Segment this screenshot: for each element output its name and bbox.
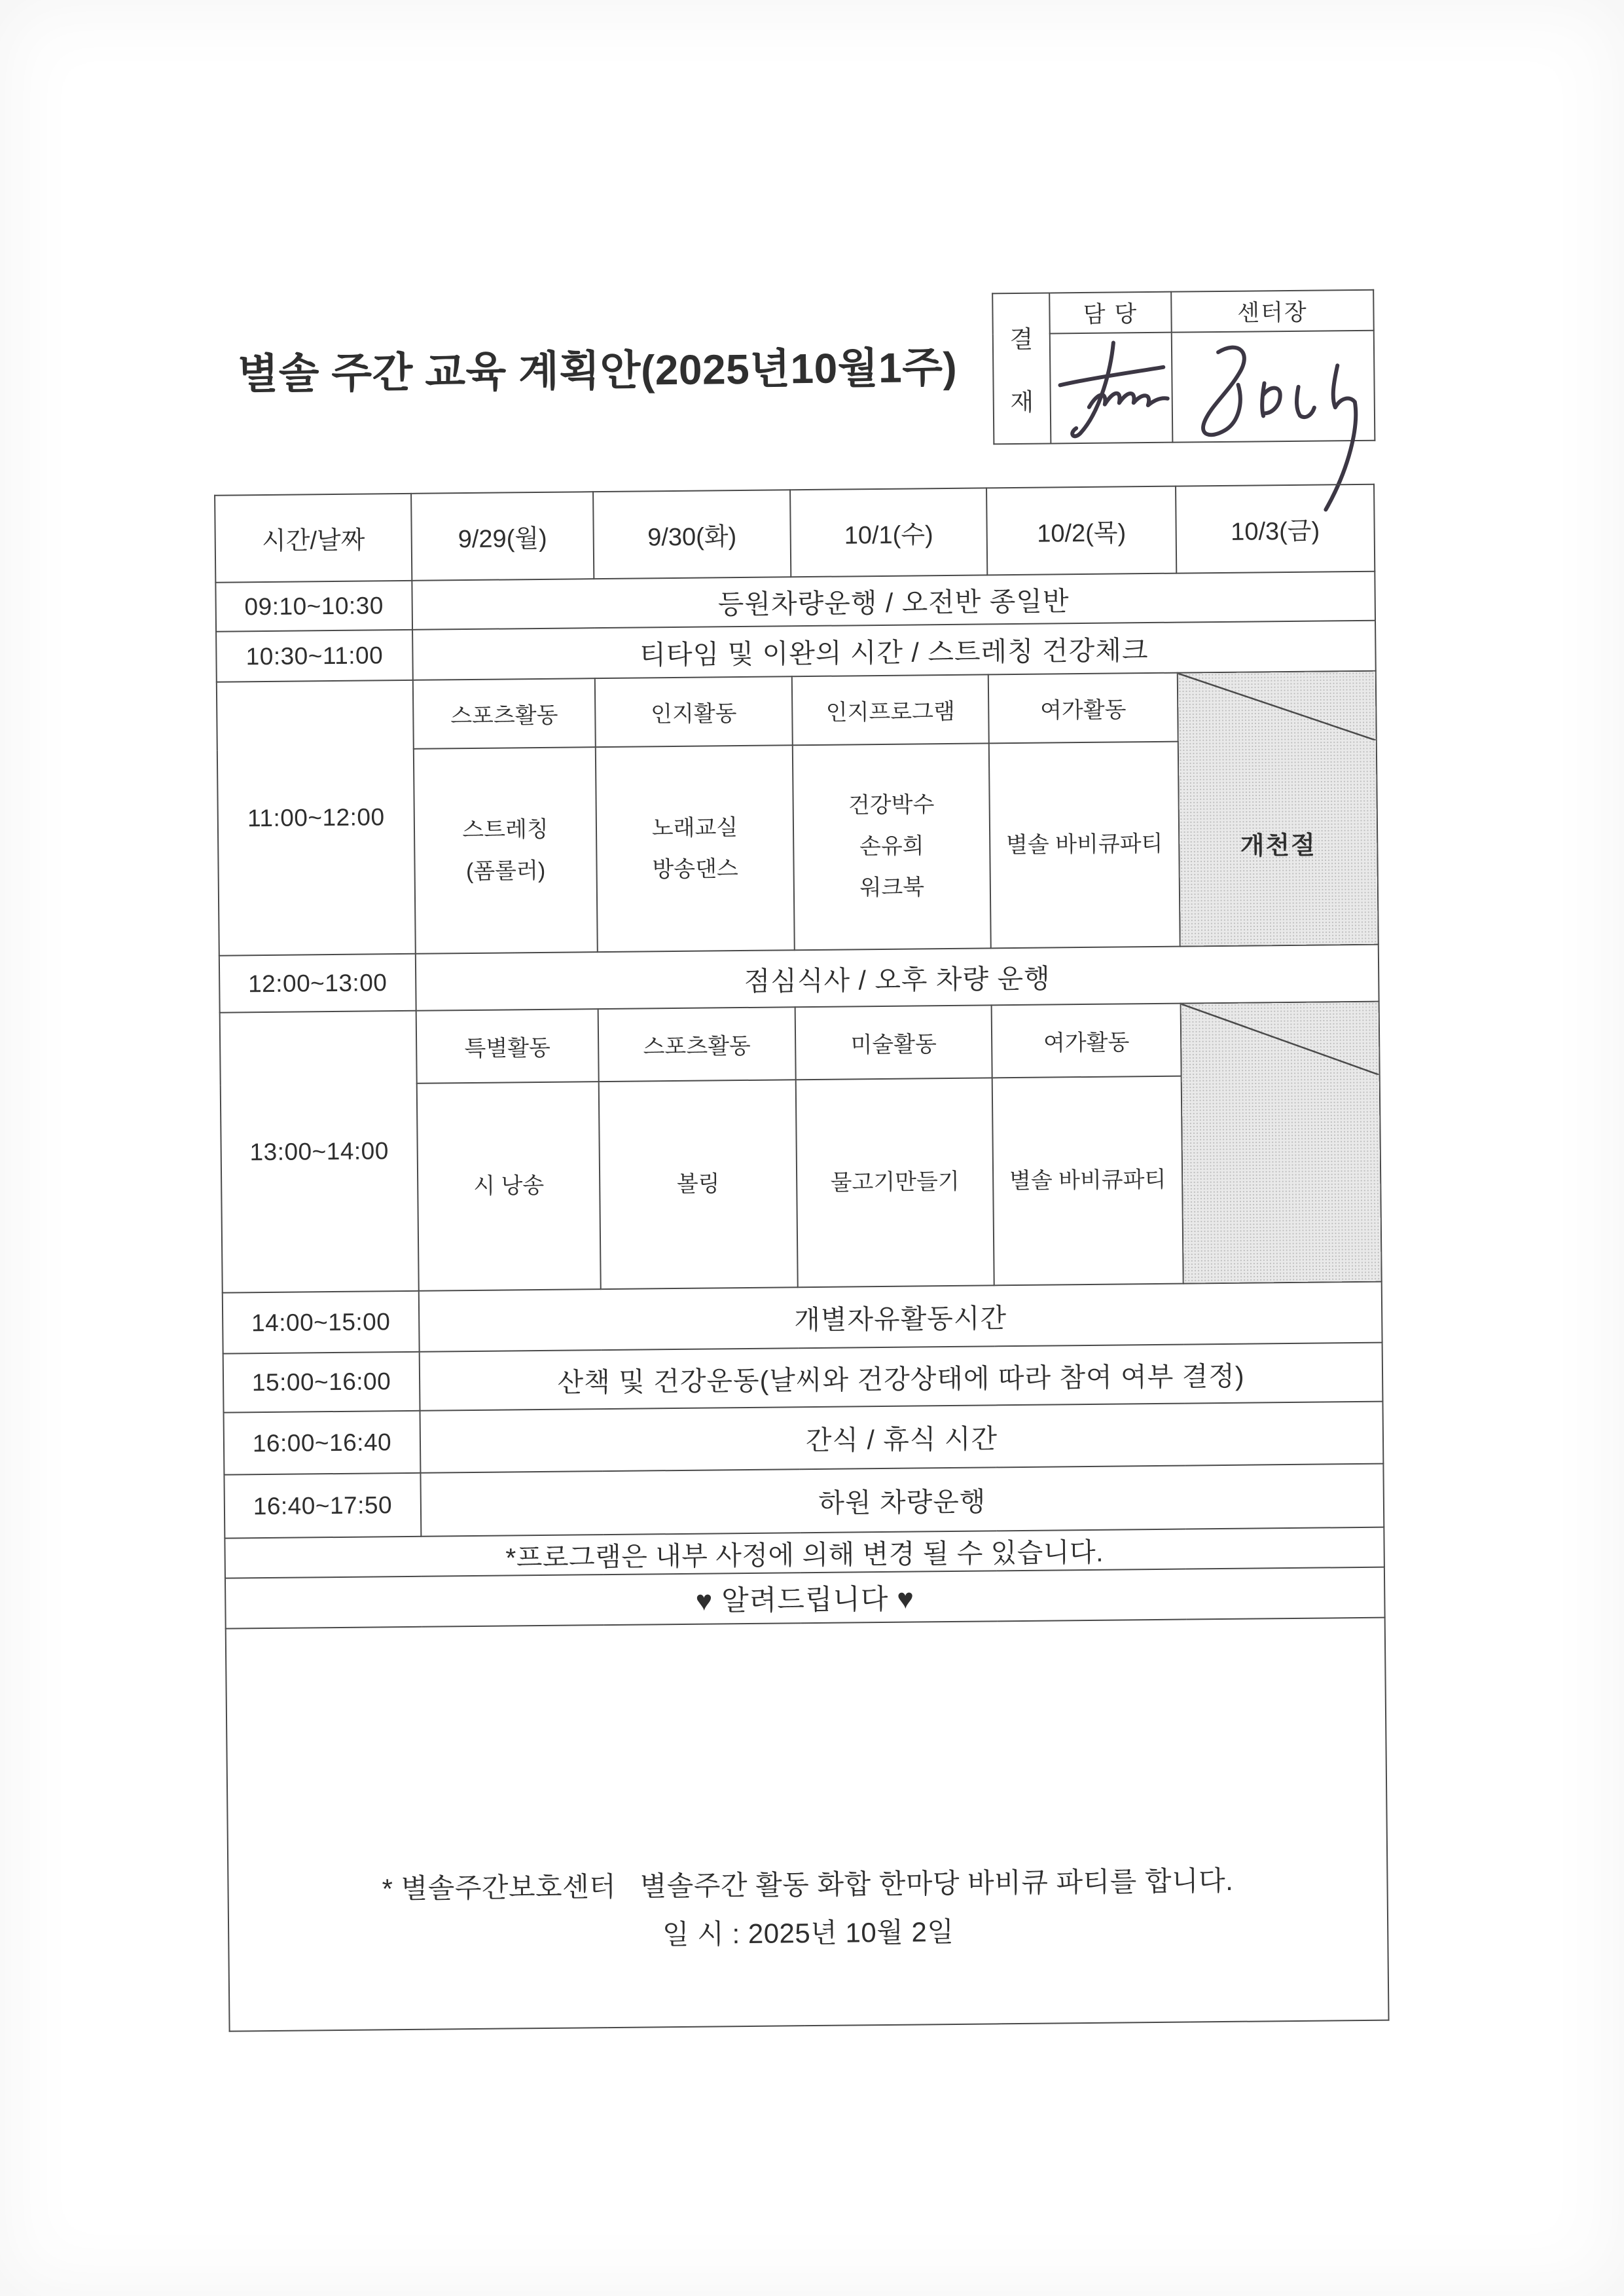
time-cell: 16:40~17:50 [224, 1473, 421, 1539]
activity-cell [417, 1082, 601, 1291]
notice-line: * 별솔주간보호센터 별솔주간 활동 화합 한마당 바비큐 파티를 합니다. [382, 1865, 1234, 1904]
category-cell: 여가활동 [988, 673, 1178, 744]
time-cell: 11:00~12:00 [217, 680, 416, 956]
span-activity-cell: 개별자유활동시간 [419, 1282, 1382, 1352]
holiday-cell [1181, 1002, 1382, 1284]
manager-signature-icon [1051, 333, 1176, 449]
span-activity-cell: 간식 / 휴식 시간 [420, 1402, 1384, 1473]
category-cell: 인지활동 [595, 676, 793, 747]
approval-manager-signature-cell [1050, 333, 1173, 444]
table-row [224, 1402, 1384, 1475]
header-day-wed: 10/1(수) [790, 488, 987, 577]
category-cell: 특별활동 [416, 1009, 599, 1084]
diagonal-strike-icon [1182, 1002, 1379, 1077]
activity-line: 방송댄스 [652, 856, 738, 882]
time-cell: 14:00~15:00 [223, 1291, 420, 1354]
activity-line: 볼링 [676, 1171, 720, 1197]
weekly-schedule-table [214, 484, 1389, 2032]
table-row [223, 1343, 1383, 1413]
time-cell: 09:10~10:30 [215, 581, 412, 632]
activity-line: 워크북 [859, 875, 925, 901]
span-activity-cell: 점심식사 / 오후 차량 운행 [416, 945, 1379, 1011]
span-activity-cell: 티타임 및 이완의 시간 / 스트레칭 건강체크 [412, 621, 1376, 680]
time-cell: 15:00~16:00 [223, 1352, 420, 1413]
header-day-tue: 9/30(화) [593, 490, 791, 579]
header-day-mon: 9/29(월) [411, 492, 594, 581]
approval-manager-label: 담 당 [1049, 292, 1172, 334]
footnote-cell: *프로그램은 내부 사정에 의해 변경 될 수 있습니다. [225, 1527, 1384, 1578]
header-time-date: 시간/날짜 [215, 494, 412, 583]
table-row [226, 1618, 1389, 2032]
category-cell: 스포츠활동 [598, 1007, 796, 1082]
activity-line: 시 낭송 [473, 1173, 545, 1199]
table-row [217, 671, 1377, 751]
activity-cell [989, 742, 1180, 949]
time-cell: 12:00~13:00 [219, 954, 416, 1013]
category-cell: 미술활동 [795, 1005, 992, 1080]
activity-line: 물고기만들기 [830, 1169, 960, 1195]
activity-cell [796, 1078, 994, 1287]
table-row [215, 484, 1375, 583]
category-cell: 인지프로그램 [792, 674, 989, 745]
approval-director-label: 센터장 [1171, 290, 1374, 333]
table-row [224, 1464, 1384, 1539]
diagonal-strike-icon [1178, 672, 1376, 742]
approval-stamp-char-1: 결 [1009, 325, 1034, 354]
notice-body-cell [226, 1618, 1389, 2032]
header-day-thu: 10/2(목) [986, 486, 1176, 575]
approval-director-signature-cell [1172, 331, 1375, 443]
activity-cell [599, 1080, 798, 1289]
holiday-cell [1178, 671, 1379, 947]
notice-header-cell: ♥ 알려드립니다 ♥ [225, 1567, 1385, 1629]
approval-stamp-cell [992, 293, 1051, 444]
approval-stamp-label [994, 319, 1050, 418]
time-cell: 13:00~14:00 [220, 1011, 419, 1293]
activity-line: 건강박수 [848, 792, 935, 818]
span-activity-cell: 하원 차량운행 [420, 1464, 1384, 1537]
activity-line: 손유희 [859, 833, 924, 860]
category-cell: 스포츠활동 [413, 678, 596, 749]
time-cell: 10:30~11:00 [216, 630, 413, 682]
table-row [223, 1282, 1382, 1354]
activity-line: 스트레칭 [462, 816, 549, 843]
notice-line: 일 시 : 2025년 10월 2일 [662, 1916, 954, 1950]
activity-line: 별솔 바비큐파티 [1005, 831, 1163, 858]
holiday-name: 개천절 [1240, 831, 1317, 860]
header-day-fri: 10/3(금) [1176, 484, 1375, 574]
activity-line: (폼롤러) [465, 858, 546, 884]
approval-stamp-char-2: 재 [1010, 388, 1034, 416]
page-title: 별솔 주간 교육 계획안(2025년10월1주) [237, 343, 958, 398]
activity-line: 노래교실 [651, 814, 738, 841]
activity-cell [793, 743, 991, 950]
activity-line: 별솔 바비큐파티 [1009, 1167, 1166, 1194]
span-activity-cell: 산책 및 건강운동(날씨와 건강상태에 따라 참여 여부 결정) [420, 1343, 1383, 1411]
holiday-name [1182, 1075, 1381, 1283]
time-cell: 16:00~16:40 [224, 1411, 421, 1475]
table-row [219, 945, 1379, 1013]
activity-cell [992, 1076, 1183, 1286]
notice-body [227, 1688, 1388, 1960]
table-row [220, 1002, 1380, 1085]
span-activity-cell: 등원차량운행 / 오전반 종일반 [412, 572, 1375, 630]
approval-table [992, 289, 1375, 445]
activity-cell [596, 745, 795, 952]
activity-cell [414, 747, 598, 954]
category-cell: 여가활동 [992, 1004, 1182, 1078]
